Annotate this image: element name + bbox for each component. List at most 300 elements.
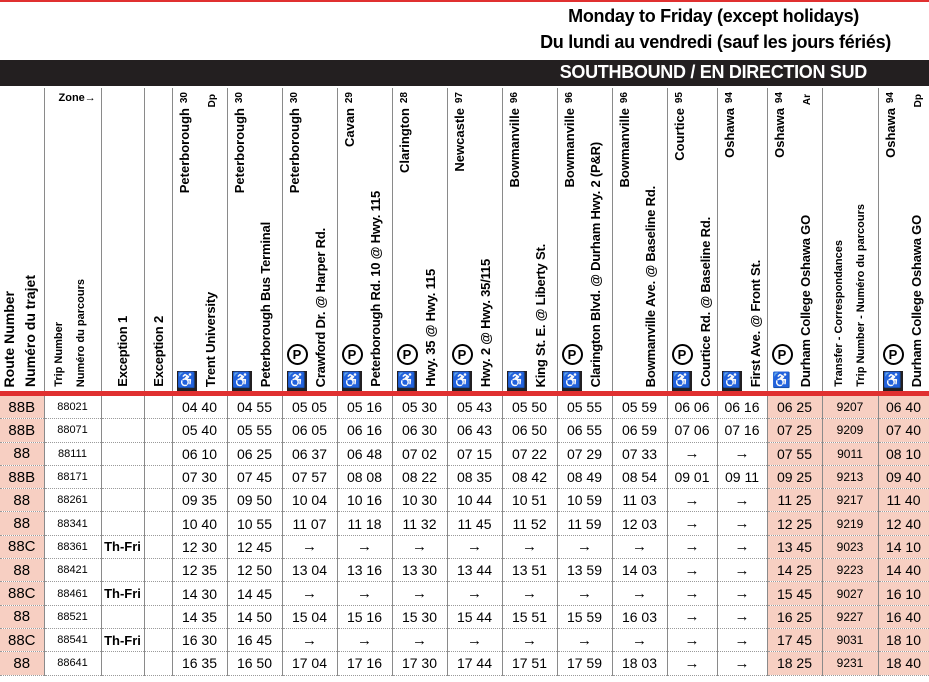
wheelchair-accessible-icon: ♿ [672,372,691,389]
stop-time: 11 45 [447,512,502,535]
stop-time: 05 55 [227,419,282,442]
stop-time: → [612,628,667,651]
stop-time: 10 59 [557,489,612,512]
stop-time: 16 30 [172,628,227,651]
stop-time: → [667,628,717,651]
stop-time: 06 48 [337,442,392,465]
table-row [0,512,929,535]
exception2-header [144,88,172,395]
stop-time: 06 37 [282,442,337,465]
stop-zone: 97 [453,92,465,104]
final-departure-time: 16 40 [878,605,929,628]
stop-time: 05 59 [612,395,667,419]
stop-town: Peterborough [286,108,302,194]
stop-time: 06 06 [667,395,717,419]
exception1-value: Th-Fri [101,582,144,605]
stop-time: → [667,605,717,628]
transfer-trip-number: 9217 [822,489,878,512]
stop-time: 17 45 [767,628,822,651]
transfer-trip-number: 9231 [822,652,878,675]
transfer-trip-number: 9027 [822,582,878,605]
stop-time: 07 15 [447,442,502,465]
stop-time: 06 25 [767,395,822,419]
trip-number: 88261 [44,489,101,512]
exception1-value [101,559,144,582]
park-and-ride-icon: P [772,344,793,365]
stop-time: 14 30 [172,582,227,605]
stop-time: → [392,535,447,558]
stop-time: → [502,535,557,558]
stop-time: 15 59 [557,605,612,628]
stop-time: 15 04 [282,605,337,628]
stop-time: 13 44 [447,559,502,582]
exception2-value [144,489,172,512]
stop-time: 08 08 [337,465,392,488]
stop-name: Durham College Oshawa GO [797,214,813,387]
stop-time: → [667,512,717,535]
stop-time: 05 05 [282,395,337,419]
stop-time: 10 55 [227,512,282,535]
stop-time: → [717,512,767,535]
route-header [0,88,44,395]
route-number: 88B [0,465,44,488]
stop-name: Peterborough Bus Terminal [257,221,273,387]
route-number: 88 [0,559,44,582]
exception1-value [101,395,144,419]
stop-time: 08 35 [447,465,502,488]
exception2-value [144,605,172,628]
stop-name: Bowmanville Ave. @ Baseline Rd. [642,185,658,387]
stop-time: 17 30 [392,652,447,675]
stop-time: → [717,582,767,605]
stop-time: 05 16 [337,395,392,419]
stop-time: → [557,535,612,558]
final-departure-time: 12 40 [878,512,929,535]
stop-header [172,88,227,395]
stop-time: 09 50 [227,489,282,512]
stop-time: 12 25 [767,512,822,535]
wheelchair-accessible-icon: ♿ [562,372,581,389]
stop-time: 11 18 [337,512,392,535]
transfer-trip-number: 9209 [822,419,878,442]
final-departure-time: 16 10 [878,582,929,605]
wheelchair-accessible-icon: ♿ [397,372,416,389]
exception2-value [144,652,172,675]
stop-header [767,88,822,395]
exception2-value [144,395,172,419]
stop-time: 15 16 [337,605,392,628]
stop-town: Peterborough [231,108,247,194]
stop-tag: Dp [912,94,924,108]
stop-name: Durham College Oshawa GO [908,214,924,387]
stop-time: 15 44 [447,605,502,628]
stop-time: 06 43 [447,419,502,442]
stop-time: 04 55 [227,395,282,419]
table-row [0,489,929,512]
stop-time: 14 03 [612,559,667,582]
stop-time: 11 32 [392,512,447,535]
stop-time: → [282,628,337,651]
stop-zone: 94 [884,92,896,104]
stop-town: Clarington [396,108,412,173]
stop-time: 11 07 [282,512,337,535]
final-departure-time: 09 40 [878,465,929,488]
stop-zone: 30 [233,92,245,104]
route-number: 88C [0,535,44,558]
park-and-ride-icon: P [452,344,473,365]
stop-time: 05 43 [447,395,502,419]
wheelchair-accessible-icon: ♿ [507,372,526,389]
stop-time: 17 16 [337,652,392,675]
trip-number: 88461 [44,582,101,605]
transfer-trip-number: 9223 [822,559,878,582]
stop-time: → [667,559,717,582]
exception1-value [101,512,144,535]
stop-time: 15 45 [767,582,822,605]
stop-town: Oshawa [882,108,898,158]
top-rule [0,0,929,2]
stop-time: 09 35 [172,489,227,512]
stop-time: 07 57 [282,465,337,488]
exception2-value [144,559,172,582]
wheelchair-accessible-icon: ♿ [452,372,471,389]
final-departure-time: 07 40 [878,419,929,442]
stop-time: → [717,535,767,558]
exception2-value [144,465,172,488]
wheelchair-accessible-icon: ♿ [772,372,791,389]
park-and-ride-icon: P [287,344,308,365]
stop-time: → [447,582,502,605]
stop-time: 11 25 [767,489,822,512]
exception1-label: Exception 1 [114,316,130,387]
exception1-value [101,465,144,488]
park-and-ride-icon: P [342,344,363,365]
stop-time: 15 30 [392,605,447,628]
table-row [0,535,929,558]
stop-time: 07 25 [767,419,822,442]
stop-time: 17 51 [502,652,557,675]
stop-time: → [392,628,447,651]
exception2-value [144,512,172,535]
trip-number: 88071 [44,419,101,442]
stop-time: → [717,652,767,675]
exception2-value [144,535,172,558]
transfer-trip-number: 9213 [822,465,878,488]
trip-header [44,88,101,395]
schedule-days-fr: Du lundi au vendredi (sauf les jours fériés) [540,32,891,52]
exception2-value [144,419,172,442]
final-departure-time: 18 10 [878,628,929,651]
stop-time: 05 50 [502,395,557,419]
route-number: 88 [0,652,44,675]
stop-header [502,88,557,395]
stop-header [612,88,667,395]
stop-header [447,88,502,395]
stop-time: 16 45 [227,628,282,651]
stop-time: 09 11 [717,465,767,488]
stop-time: 13 16 [337,559,392,582]
table-row [0,419,929,442]
stop-time: 14 45 [227,582,282,605]
stop-time: 05 55 [557,395,612,419]
stop-name: Crawford Dr. @ Harper Rd. [312,227,328,387]
stop-time: → [337,628,392,651]
stop-time: → [717,559,767,582]
stop-time: → [717,442,767,465]
stop-name: Courtice Rd. @ Baseline Rd. [697,217,713,387]
stop-time: 06 30 [392,419,447,442]
stop-header [337,88,392,395]
stop-name: Trent University [202,291,218,387]
trip-number: 88521 [44,605,101,628]
stop-time: 12 03 [612,512,667,535]
stop-zone: 29 [343,92,355,104]
stop-time: 09 25 [767,465,822,488]
route-header-fr: Numéro du trajet [22,274,38,387]
final-departure-time: 14 40 [878,559,929,582]
exception1-value [101,605,144,628]
stop-time: 12 45 [227,535,282,558]
stop-zone: 96 [563,92,575,104]
stop-time: 16 03 [612,605,667,628]
stop-time: 13 45 [767,535,822,558]
exception1-value [101,652,144,675]
exception2-value [144,442,172,465]
stop-header [392,88,447,395]
trip-number: 88021 [44,395,101,419]
stop-time: 10 40 [172,512,227,535]
stop-town: Oshawa [721,108,737,158]
route-header-en: Route Number [1,290,17,387]
stop-name: Hwy. 2 @ Hwy. 35/115 [477,258,493,387]
route-number: 88 [0,442,44,465]
schedule-table [0,88,929,676]
park-and-ride-icon: P [883,344,904,365]
stop-time: 11 03 [612,489,667,512]
stop-zone: 94 [773,92,785,104]
stop-time: 13 51 [502,559,557,582]
stop-time: → [717,489,767,512]
exception2-label: Exception 2 [150,316,166,387]
stop-time: 07 16 [717,419,767,442]
stop-time: 18 25 [767,652,822,675]
stop-town: Bowmanville [616,108,632,188]
zone-label: Zone→ [58,92,96,104]
trip-number: 88171 [44,465,101,488]
stop-time: → [337,535,392,558]
transfer-header [822,88,878,395]
stop-header [227,88,282,395]
trip-header-fr: Numéro du parcours [74,278,87,387]
stop-time: 06 55 [557,419,612,442]
trip-number: 88111 [44,442,101,465]
final-departure-time: 14 10 [878,535,929,558]
stop-time: 07 02 [392,442,447,465]
stop-time: → [667,582,717,605]
stop-time: → [717,628,767,651]
transfer-trip-number: 9227 [822,605,878,628]
table-row [0,442,929,465]
stop-time: 16 25 [767,605,822,628]
stop-zone: 94 [723,92,735,104]
exception2-value [144,582,172,605]
transfer-header-fr: Trip Number - Numéro du parcours [854,204,867,387]
stop-town: Bowmanville [561,108,577,188]
stop-name: King St. E. @ Liberty St. [532,243,548,387]
stop-time: 12 30 [172,535,227,558]
stop-time: → [557,582,612,605]
header-row [0,88,929,395]
stop-time: → [502,582,557,605]
stop-header [717,88,767,395]
stop-name: Peterborough Rd. 10 @ Hwy. 115 [367,191,383,387]
final-departure-time: 08 10 [878,442,929,465]
stop-time: 08 22 [392,465,447,488]
wheelchair-accessible-icon: ♿ [342,372,361,389]
stop-town: Courtice [671,108,687,161]
stop-town: Cavan [341,108,357,148]
final-departure-time: 06 40 [878,395,929,419]
stop-time: → [502,628,557,651]
stop-time: 17 04 [282,652,337,675]
header-bottom-rule [0,391,929,393]
trip-number: 88341 [44,512,101,535]
stop-time: 07 22 [502,442,557,465]
final-stop-header [878,88,929,395]
final-departure-time: 11 40 [878,489,929,512]
stop-time: 13 30 [392,559,447,582]
stop-time: 14 25 [767,559,822,582]
stop-zone: 96 [508,92,520,104]
stop-time: 07 06 [667,419,717,442]
stop-name: Clarington Blvd. @ Durham Hwy. 2 (P&R) [587,141,603,387]
wheelchair-accessible-icon: ♿ [287,372,306,389]
exception1-value [101,419,144,442]
exception1-value: Th-Fri [101,628,144,651]
wheelchair-accessible-icon: ♿ [232,372,251,389]
stop-time: 18 03 [612,652,667,675]
stop-time: 11 52 [502,512,557,535]
schedule-days-en: Monday to Friday (except holidays) [568,6,859,26]
stop-header [557,88,612,395]
stop-time: 07 45 [227,465,282,488]
route-number: 88B [0,395,44,419]
stop-time: 05 40 [172,419,227,442]
stop-town: Newcastle [451,108,467,172]
stop-time: → [282,535,337,558]
transfer-trip-number: 9011 [822,442,878,465]
table-row [0,652,929,675]
exception1-value [101,442,144,465]
stop-time: 12 50 [227,559,282,582]
final-departure-time: 18 40 [878,652,929,675]
stop-time: 17 59 [557,652,612,675]
exception1-value [101,489,144,512]
stop-time: 07 30 [172,465,227,488]
stop-time: 10 04 [282,489,337,512]
park-and-ride-icon: P [672,344,693,365]
table-row [0,605,929,628]
stop-time: 16 50 [227,652,282,675]
stop-time: 06 16 [717,395,767,419]
stop-zone: 95 [673,92,685,104]
table-row [0,628,929,651]
exception2-value [144,628,172,651]
stop-time: → [557,628,612,651]
stop-tag: Ar [801,94,813,106]
stop-time: 10 30 [392,489,447,512]
stop-time: 10 44 [447,489,502,512]
stop-zone: 30 [288,92,300,104]
wheelchair-accessible-icon: ♿ [177,372,196,389]
stop-time: 15 51 [502,605,557,628]
stop-town: Bowmanville [506,108,522,188]
stop-time: 09 01 [667,465,717,488]
schedule-body [0,395,929,676]
wheelchair-accessible-icon: ♿ [722,372,741,389]
stop-time: 06 16 [337,419,392,442]
table-row [0,465,929,488]
stop-time: → [612,535,667,558]
stop-time: → [667,489,717,512]
park-and-ride-icon: P [397,344,418,365]
stop-time: 06 50 [502,419,557,442]
trip-number: 88641 [44,652,101,675]
exception1-header [101,88,144,395]
stop-time: 07 29 [557,442,612,465]
stop-time: → [447,628,502,651]
stop-time: → [392,582,447,605]
transfer-trip-number: 9207 [822,395,878,419]
stop-time: 14 50 [227,605,282,628]
stop-tag: Dp [206,94,218,108]
table-row [0,559,929,582]
stop-time: 10 51 [502,489,557,512]
table-row [0,582,929,605]
stop-town: Peterborough [176,108,192,194]
stop-time: → [337,582,392,605]
stop-name: First Ave. @ Front St. [747,259,763,387]
stop-time: → [612,582,667,605]
stop-time: 06 25 [227,442,282,465]
stop-time: 08 49 [557,465,612,488]
stop-header [282,88,337,395]
stop-time: 13 04 [282,559,337,582]
stop-time: 06 05 [282,419,337,442]
table-row [0,395,929,419]
route-number: 88 [0,605,44,628]
stop-time: 07 33 [612,442,667,465]
wheelchair-accessible-icon: ♿ [883,372,902,389]
stop-time: 07 55 [767,442,822,465]
stop-time: 14 35 [172,605,227,628]
route-number: 88 [0,489,44,512]
trip-number: 88541 [44,628,101,651]
route-number: 88C [0,628,44,651]
route-number: 88 [0,512,44,535]
stop-time: → [282,582,337,605]
direction-bar [0,60,929,86]
stop-zone: 28 [398,92,410,104]
transfer-header-en: Transfer - Correspondances [832,240,845,387]
route-number: 88B [0,419,44,442]
stop-time: → [667,652,717,675]
stop-time: 05 30 [392,395,447,419]
transfer-trip-number: 9219 [822,512,878,535]
stop-time: 17 44 [447,652,502,675]
trip-number: 88421 [44,559,101,582]
transfer-trip-number: 9023 [822,535,878,558]
